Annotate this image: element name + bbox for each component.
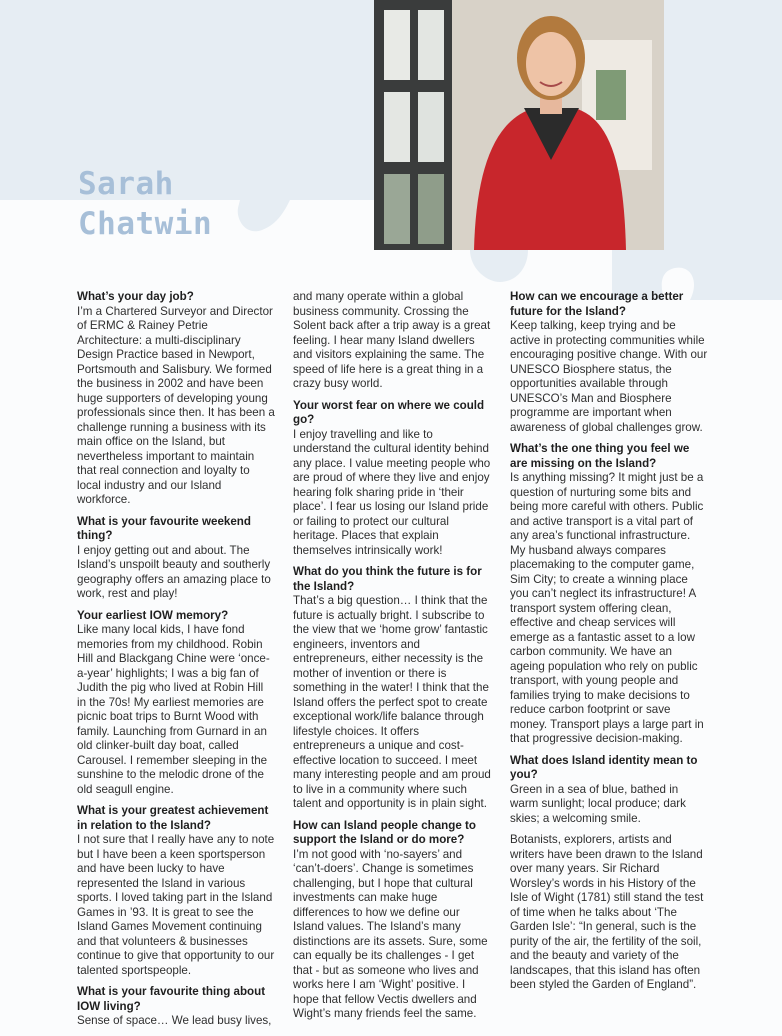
answer: I not sure that I really have any to note but I have been a keen sportsperson and have been lucky to have represented the Island in various sports. I loved taking part in the Island Games in ’93. It is great to see the Island Games Movement continuing and that volunteers & businesses continue to give that opportunity to our talented sportspeople. <box>77 833 275 977</box>
question: Your worst fear on where we could go? <box>293 398 485 426</box>
question: What’s the one thing you feel we are missing on the Island? <box>510 442 690 470</box>
question: What is your favourite weekend thing? <box>77 514 251 542</box>
answer-continued: and many operate within a global business community. Crossing the Solent back after a trip away is a great feeling. I hear many Island dwellers and visitors explaining the same. The speed of life here is a great thing in a crazy busy world. <box>293 290 491 390</box>
question: What is your greatest achievement in relation to the Island? <box>77 804 269 832</box>
profile-name <box>78 164 212 244</box>
question: How can Island people change to support the Island or do more? <box>293 818 476 846</box>
answer-paragraph: Botanists, explorers, artists and writers have been drawn to the Island over many years. Sir Richard Worsley’s words in his History of the Isle of Wight (1781) still stand the test of time when he talks about ‘The Garden Isle’: “In general, such is the purity of the air, the fertility of the soil, and the beauty and variety of the landscapes, that this island has often been styled the Garden of England”. <box>510 833 704 991</box>
answer: Green in a sea of blue, bathed in warm sunlight; local produce; dark skies; a welcoming smile. <box>510 782 686 825</box>
answer: Like many local kids, I have fond memories from my childhood. Robin Hill and Blackgang Chine were ‘once-a-year’ highlights; I was a big fan of Judith the pig who lived at Robin Hill in the 70s! My earliest memories are picnic boat trips to Burnt Wood with family. Launching from Gurnard in an old clinker-built day boat, called Carousel. I remember sleeping in the sunshine to the melodic drone of the old seagull engine. <box>77 623 270 796</box>
answer: I’m a Chartered Surveyor and Director of ERMC & Rainey Petrie Architecture: a multi-disciplinary Design Practice based in Newport, Portsmouth and Salisbury. We formed the business in 2002 and have been huge supporters of developing young professionals since then. It has been a challenge running a business with its main office on the Island, but nevertheless important to maintain that real connection and loyalty to local industry and our Island workforce. <box>77 304 275 506</box>
question: What does Island identity mean to you? <box>510 753 698 781</box>
question: What is your favourite thing about IOW living? <box>77 985 266 1013</box>
puzzle-piece-bottom-tab <box>470 250 528 282</box>
question: Your earliest IOW memory? <box>77 608 229 622</box>
column-2 <box>293 290 491 1029</box>
answer: Keep talking, keep trying and be active in protecting communities while encouraging positive change. With our UNESCO Biosphere status, the opportunities available through UNESCO’s Man and Biosphere programme are important when awareness of global challenges grow. <box>510 319 708 434</box>
last-name: Chatwin <box>78 206 213 242</box>
answer: I enjoy getting out and about. The Island’s unspoilt beauty and southerly geography offers an amazing place to work, rest and play! <box>77 543 271 600</box>
first-name: Sarah <box>78 166 174 202</box>
answer: That’s a big question… I think that the future is actually bright. I subscribe to the view that we ‘home grow’ fantastic engineers, inventors and entrepreneurs, either necessity is the mother of invention or there is something in the water! I think that the Island offers the perfect spot to create exceptional work/life balance through lifestyle choices. It offers entrepreneurs a unique and cost-effective location to succeed. I meet many interesting people and am proud to live in a community where such talent and opportunity is in plain sight. <box>293 594 491 810</box>
puzzle-piece-left <box>0 0 426 231</box>
question: What’s your day job? <box>77 290 194 303</box>
question: What do you think the future is for the Island? <box>293 565 482 593</box>
answer: I’m not good with ‘no-sayers’ and ‘can’t-doers’. Change is sometimes challenging, but I hope that cultural investments can make huge differences to how we define our Island values. The Island’s many distinctions are its assets. Sure, some can equally be its challenges - I get that - but as someone who lives and works here I am ‘Wight’ positive. I hope that fellow Vectis dwellers and Wight’s many friends feel the same. <box>293 847 488 1020</box>
answer: Is anything missing? It might just be a question of nurturing some bits and being more careful with others. Public and active transport is a vital part of any area’s functional infrastructure. My husband always compares placemaking to the computer game, Sim City; to create a winning place you can’t neglect its infrastructure! A transport system offering clean, effective and cheap services will emerge as a fantastic asset to a low carbon community. We have an ageing population who rely on public transport, with young people and families trying to make decisions to reduce carbon footprint or save money. Transport plays a large part in that progressive decision-making. <box>510 471 704 745</box>
portrait-photo <box>374 0 664 250</box>
question: How can we encourage a better future for the Island? <box>510 290 684 318</box>
answer: Sense of space… We lead busy lives, <box>77 1014 272 1027</box>
column-3 <box>510 290 708 1000</box>
column-1 <box>77 290 275 1036</box>
answer: I enjoy travelling and like to understand the cultural identity behind any place. I value meeting people who are proud of where they live and enjoy hearing folk sharing pride in ‘their place’. I fear us losing our Island pride or failing to protect our cultural heritage. Places that explain themselves intrinsically work! <box>293 427 491 557</box>
